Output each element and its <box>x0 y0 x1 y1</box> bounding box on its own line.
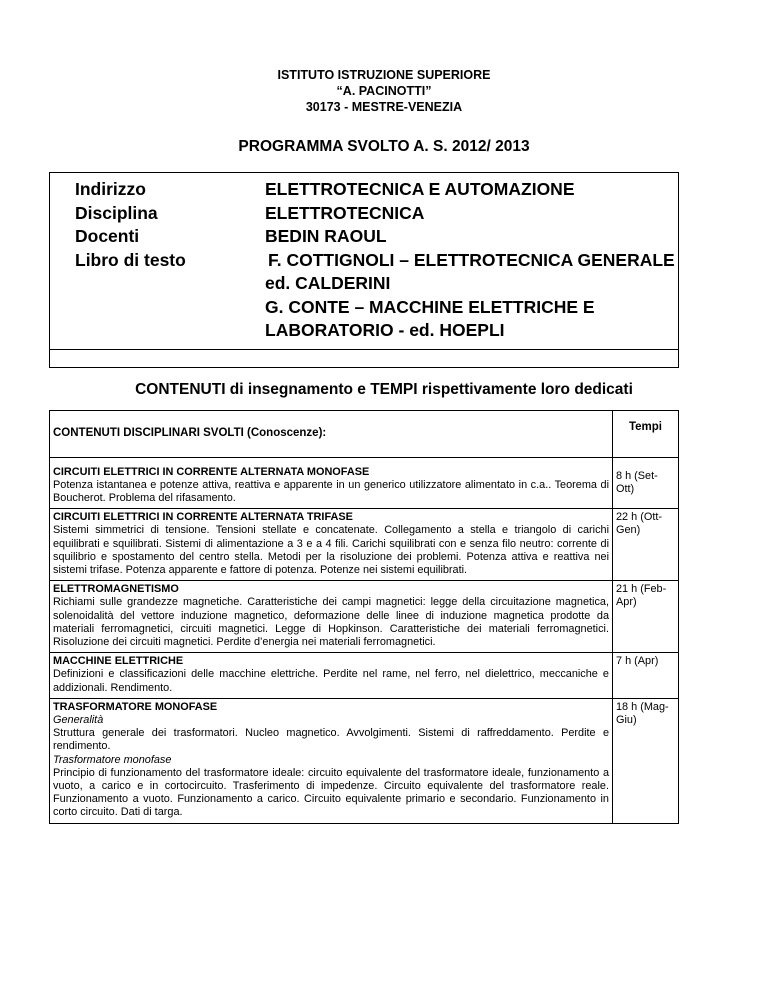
row-time <box>613 464 679 509</box>
school-address: 30173 - MESTRE-VENEZIA <box>305 100 463 114</box>
school-type: ISTITUTO ISTRUZIONE SUPERIORE <box>277 68 491 82</box>
info-values <box>247 173 679 350</box>
row-time-value: 21 h (Feb-Apr) <box>616 583 667 609</box>
label-disciplina: Disciplina <box>75 202 158 223</box>
row-body: Definizioni e classificazioni delle macchine elettriche. Perdite nel rame, nel ferro, nel dielettrico, meccaniche e addizionali. Rendimento. <box>53 668 609 694</box>
row-time-value: 18 h (Mag-Giu) <box>616 700 669 726</box>
row-title: TRASFORMATORE MONOFASE <box>53 700 218 713</box>
row-time-value: 8 h (Set-Ott) <box>616 469 658 495</box>
row-title: CIRCUITI ELETTRICI IN CORRENTE ALTERNATA TRIFASE <box>53 511 353 524</box>
row-title: MACCHINE ELETTRICHE <box>53 655 184 668</box>
value-libro-3: G. CONTE – MACCHINE ELETTRICHE E <box>265 296 595 317</box>
value-libro-1: F. COTTIGNOLI – ELETTROTECNICA GENERALE <box>268 249 675 270</box>
header-contents: CONTENUTI DISCIPLINARI SVOLTI (Conoscenze): <box>50 411 613 458</box>
row-body: Sistemi simmetrici di tensione. Tensioni stellate e concatenate. Collegamento a stella e triangolo di carichi equilibrati e squilibrati. Sistemi di alimentazione a 3 e a 4 fili. Carichi squilibrati con e senza filo neutro: corrente di squilibrio e spostamento del centro stella. Metodi per la risoluzione dei problemi. Potenza attiva e reattiva nei sistemi trifase. Potenza apparente e fattore di potenza. Potenze nei sistemi equilibrati. <box>53 524 609 576</box>
row-time <box>613 509 679 581</box>
section-title: CONTENUTI di insegnamento e TEMPI rispettivamente loro dedicati <box>135 381 633 398</box>
row-subtitle: Generalità <box>53 713 104 726</box>
value-indirizzo: ELETTROTECNICA E AUTOMAZIONE <box>265 179 575 199</box>
row-body: Principio di funzionamento del trasformatore ideale: circuito equivalente del trasformatore ideale, funzionamento a vuoto, a carico e in cortocircuito. Trasferimento di impedenze. Circuito equivalente del trasformatore reale. Funzionamento a vuoto. Funzionamento a carico. Circuito equivalente primario e secondario. Funzionamento in corto circuito. Dati di targa. <box>53 766 609 819</box>
table-header-row <box>50 411 679 458</box>
table-row <box>50 464 679 509</box>
header-time: Tempi <box>613 411 679 458</box>
value-libro-2: ed. CALDERINI <box>265 273 391 293</box>
value-libro-4: LABORATORIO - ed. HOEPLI <box>265 320 505 340</box>
info-table <box>49 172 679 368</box>
school-header <box>0 67 768 115</box>
value-docenti: BEDIN RAOUL <box>265 226 387 246</box>
row-time <box>613 581 679 653</box>
school-name: “A. PACINOTTI” <box>336 84 432 98</box>
contents-table <box>49 410 679 824</box>
table-row <box>50 581 679 653</box>
program-title: PROGRAMMA SVOLTO A. S. 2012/ 2013 <box>238 138 530 155</box>
table-row <box>50 653 679 699</box>
row-time-value: 22 h (Ott-Gen) <box>616 511 662 537</box>
label-docenti: Docenti <box>75 226 140 246</box>
table-row <box>50 698 679 823</box>
row-body: Potenza istantanea e potenze attiva, reattiva e apparente in un generico utilizzatore alimentato in c.a.. Teorema di Boucherot. Problema del rifasamento. <box>53 478 609 504</box>
row-body: Struttura generale dei trasformatori. Nucleo magnetico. Avvolgimenti. Sistemi di raffreddamento. Perdite e rendimento. <box>53 727 609 753</box>
table-row <box>50 509 679 581</box>
info-labels <box>50 173 248 350</box>
row-title: ELETTROMAGNETISMO <box>53 583 179 596</box>
row-time-value: 7 h (Apr) <box>616 655 659 668</box>
row-subtitle: Trasformatore monofase <box>53 753 172 766</box>
value-disciplina: ELETTROTECNICA <box>265 202 425 223</box>
info-empty-row <box>50 349 679 367</box>
label-indirizzo: Indirizzo <box>75 179 146 199</box>
row-title: CIRCUITI ELETTRICI IN CORRENTE ALTERNATA MONOFASE <box>53 465 370 478</box>
row-time <box>613 698 679 823</box>
row-body: Richiami sulle grandezze magnetiche. Caratteristiche dei campi magnetici: legge della circuitazione magnetica, solenoidalità del vettore induzione magnetico, deformazione delle linee di induzione magnetica prodotte da materiali ferromagnetici, circuiti magnetici. Legge di Hopkinson. Caratteristiche dei materiali ferromagnetici. Risoluzione dei circuiti magnetici. Perdite d’energia nei materiali ferromagnetici. <box>53 596 609 648</box>
row-time <box>613 653 679 699</box>
label-libro: Libro di testo <box>75 249 186 270</box>
